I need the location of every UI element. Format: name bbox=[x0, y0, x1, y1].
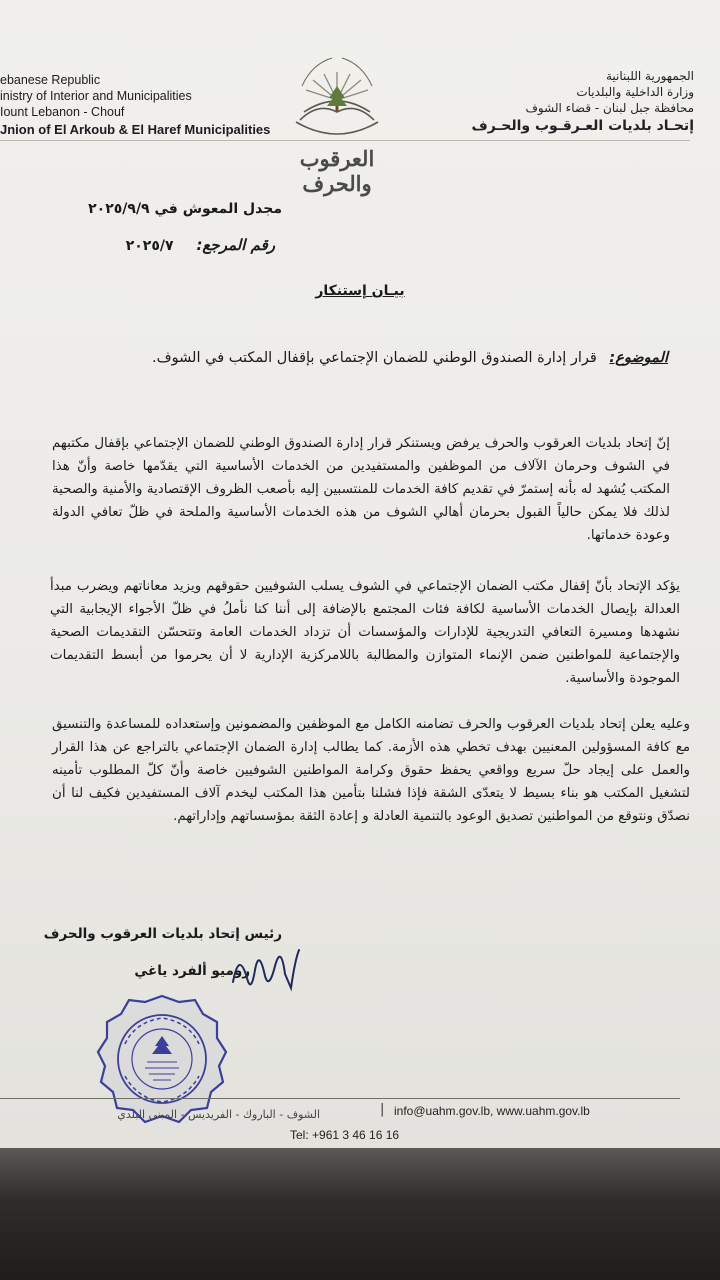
header-english-line-1: ebanese Republic bbox=[0, 73, 101, 87]
paragraph-1: إنّ إتحاد بلديات العرقوب والحرف يرفض ويستنكر قرار إدارة الصندوق الوطني للضمان الإجتماعي بإقفال مكتبهم في الشوف وحرمان الآلاف من الموظفين والمستفيدين من الخدمات الأساسية التي يقدّمها خاصة وأنّ هذا المكتب يُشهد له بأنه إستمرّ في تقديم كافة الخدمات للمنتسبين إليه بأصعب الظروف الإقتصادية والأمنية والصحية لذلك فلا يمكن حالياً القبول بحرمان أهالي الشوف من هذه الخدمات الأساسية والملحة في ظلّ تعافي الدولة وعودة خدماتها. bbox=[52, 436, 670, 543]
date-line: مجدل المعوش في ٢٠٢٥/٩/٩ bbox=[88, 201, 282, 217]
handwritten-signature-icon bbox=[225, 930, 305, 1000]
header-arabic-union: إتحـاد بلديات العـرقـوب والحـرف bbox=[471, 118, 694, 134]
reference-number bbox=[126, 236, 275, 254]
official-stamp-icon bbox=[95, 992, 230, 1127]
header-english-line-3: Iount Lebanon - Chouf bbox=[0, 105, 125, 119]
header-arabic-line-2: وزارة الداخلية والبلديات bbox=[576, 85, 694, 99]
subject-line bbox=[152, 350, 668, 366]
document-title: بيـان إستنكار bbox=[315, 283, 405, 299]
footer-telephone: Tel: +961 3 46 16 16 bbox=[290, 1128, 400, 1142]
footer-email-website: info@uahm.gov.lb, www.uahm.gov.lb bbox=[394, 1104, 590, 1118]
header-english-union: Jnion of El Arkoub & El Haref Municipalities bbox=[0, 122, 271, 137]
header-divider bbox=[0, 140, 690, 141]
union-logo-icon bbox=[282, 50, 392, 140]
paragraph-2: يؤكد الإتحاد بأنّ إقفال مكتب الضمان الإجتماعي في الشوف يسلب الشوفيين حقوقهم ويزيد معاناتهم ويضرب مبدأ العدالة بإيصال الخدمات الأساسية لكافة فئات المجتمع بالإضافة إلى أننا كنا نأملُ في ظلّ الأجواء الإيجابية التي نشهدها ومسيرة التعافي التدريجية للإدارات والمؤسسات أن تزداد الخدمات العامة وتتحسّن التقديمات الصحية والإجتماعية للمواطنين ضمن الإنماء المتوازن والمطالبة باللامركزية الإدارية لا أن يحرموا من أبسط التقديمات الموجودة والأساسية. bbox=[50, 579, 680, 686]
header-arabic-line-1: الجمهورية اللبنانية bbox=[605, 69, 694, 83]
subject-label: الموضوع: bbox=[609, 350, 668, 366]
background-surface bbox=[0, 1148, 720, 1280]
subject-text: قرار إدارة الصندوق الوطني للضمان الإجتماعي بإقفال المكتب في الشوف. bbox=[151, 350, 597, 366]
signatory-name: روميو ألفرد ياغي bbox=[134, 963, 250, 979]
paragraph-3: وعليه يعلن إتحاد بلديات العرقوب والحرف تضامنه الكامل مع الموظفين والمضمونين وإستعداده للمساعدة والتنسيق مع كافة المسؤولين المعنيين بهدف تخطي هذه الأزمة. كما يطالب إدارة الضمان الإجتماعي بالتراجع عن هذا القرار والعمل على إيجاد حلّ سريع وواقعي يحفظ حقوق وكرامة المواطنين الشوفيين خاصة وأنّ كلّ المطلوب تأمينه لتشغيل المكتب هو بناء بسيط لا يتعدّى الشقة فإذا فشلنا بتأمين هذا المكتب ليخدم آلاف المستفيدين فكيف لنا أن نصدّق ونتوقع من المواطنين تصديق الوعود بالتنمية العادلة و إعادة الثقة بمؤسساتهم وإداراتهم. bbox=[52, 717, 690, 824]
header-english bbox=[0, 72, 270, 138]
reference-value: ٢٠٢٥/٧ bbox=[125, 238, 174, 254]
header-arabic-line-3: محافظة جبل لبنان - قضاء الشوف bbox=[525, 101, 694, 115]
footer-separator: | bbox=[380, 1102, 385, 1117]
footer-address: الشوف - الباروك - الفريديس - المبنى البلدي bbox=[117, 1108, 320, 1121]
signatory-title: رئيس إتحاد بلديات العرقوب والحرف bbox=[43, 926, 282, 942]
header-arabic bbox=[454, 68, 694, 134]
header-english-line-2: inistry of Interior and Municipalities bbox=[0, 89, 192, 103]
logo-text: العرقوب والحرف bbox=[299, 146, 375, 196]
footer-divider bbox=[0, 1098, 680, 1099]
reference-label: رقم المرجع: bbox=[196, 236, 275, 254]
